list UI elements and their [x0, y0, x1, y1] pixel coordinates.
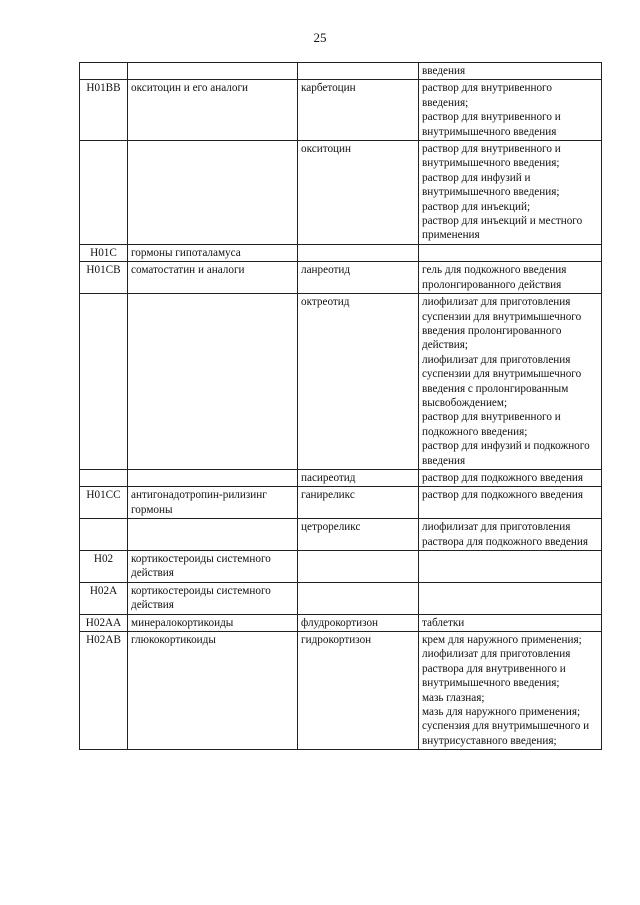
anatomical-group-cell: кортикостероиды системного действия [128, 582, 298, 614]
dosage-form-line: раствор для внутривенного и подкожного введения; [422, 411, 561, 438]
table-row [80, 469, 602, 486]
dosage-form-line: лиофилизат для приготовления раствора для внутривенного и внутримышечного введения; [422, 648, 571, 690]
dosage-form-line: гель для подкожного введения пролонгированного действия [422, 264, 567, 291]
dosage-form-line: мазь глазная; [422, 691, 485, 704]
atc-code-cell: H02AA [80, 614, 128, 631]
table-row [80, 519, 602, 551]
drug-name-cell [298, 63, 419, 80]
drug-name-cell: пасиреотид [298, 469, 419, 486]
dosage-form-line: раствор для внутривенного введения; [422, 82, 552, 109]
table-row [80, 244, 602, 261]
table-row [80, 63, 602, 80]
atc-code-cell: H01BB [80, 80, 128, 141]
table-row [80, 262, 602, 294]
anatomical-group-cell: кортикостероиды системного действия [128, 551, 298, 583]
dosage-form-line: раствор для инфузий и внутримышечного введения; [422, 171, 560, 199]
drug-name-cell: флудрокортизон [298, 614, 419, 631]
drug-name-cell: гидрокортизон [298, 632, 419, 750]
dosage-forms-cell [419, 519, 602, 551]
dosage-forms-cell [419, 582, 602, 614]
dosage-form-line: раствор для инъекций и местного применения [422, 215, 583, 242]
dosage-form-line: раствор для внутривенного и внутримышечного введения; [422, 143, 561, 170]
anatomical-group-cell: глюкокортикоиды [128, 632, 298, 750]
atc-code-cell: H01CB [80, 262, 128, 294]
table-row [80, 141, 602, 245]
atc-code-cell: H02 [80, 551, 128, 583]
anatomical-group-cell [128, 294, 298, 470]
dosage-form-line: введения [422, 65, 466, 77]
drug-name-cell: ганиреликс [298, 487, 419, 519]
anatomical-group-cell [128, 469, 298, 486]
table-row [80, 582, 602, 614]
drug-name-cell [298, 244, 419, 261]
anatomical-group-cell: антигонадотропин-рилизинг гормоны [128, 487, 298, 519]
anatomical-group-cell: окситоцин и его аналоги [128, 80, 298, 141]
dosage-form-line: раствор для подкожного введения [422, 489, 584, 502]
atc-code-cell [80, 141, 128, 245]
table-row [80, 614, 602, 631]
table-row [80, 632, 602, 750]
dosage-form-line: крем для наружного применения; [422, 634, 582, 647]
drug-name-cell: ланреотид [298, 262, 419, 294]
dosage-form-line: раствор для инъекций; [422, 200, 531, 213]
dosage-forms-cell [419, 262, 602, 294]
dosage-form-line: лиофилизат для приготовления суспензии для внутримышечного введения пролонгированного действия; [422, 296, 582, 352]
dosage-forms-cell [419, 614, 602, 631]
atc-code-cell [80, 294, 128, 470]
dosage-forms-cell [419, 244, 602, 261]
dosage-forms-cell [419, 487, 602, 519]
dosage-form-line: таблетки [422, 616, 465, 629]
table-row [80, 487, 602, 519]
anatomical-group-cell [128, 63, 298, 80]
dosage-form-line: суспензия для внутримышечного и внутрисуставного введения; [422, 720, 590, 747]
drug-name-cell: цетрореликс [298, 519, 419, 551]
table-row [80, 80, 602, 141]
table-row [80, 294, 602, 470]
table-row [80, 551, 602, 583]
anatomical-group-cell [128, 519, 298, 551]
atc-code-cell: H02A [80, 582, 128, 614]
drug-name-cell: карбетоцин [298, 80, 419, 141]
medicines-table [79, 62, 602, 750]
dosage-form-line: лиофилизат для приготовления раствора для подкожного введения [422, 521, 589, 548]
anatomical-group-cell: гормоны гипоталамуса [128, 244, 298, 261]
anatomical-group-cell: соматостатин и аналоги [128, 262, 298, 294]
atc-code-cell: H01C [80, 244, 128, 261]
dosage-form-line: раствор для внутривенного и внутримышечного введения [422, 111, 561, 138]
dosage-form-line: лиофилизат для приготовления суспензии для внутримышечного введения с пролонгированным высвобождением; [422, 353, 582, 409]
atc-code-cell [80, 469, 128, 486]
atc-code-cell: H02AB [80, 632, 128, 750]
dosage-form-line: мазь для наружного применения; [422, 706, 581, 719]
atc-code-cell [80, 63, 128, 80]
drug-name-cell [298, 582, 419, 614]
dosage-forms-cell [419, 63, 602, 80]
dosage-forms-cell [419, 632, 602, 750]
dosage-form-line: раствор для инфузий и подкожного введения [422, 440, 590, 467]
dosage-forms-cell [419, 80, 602, 141]
anatomical-group-cell [128, 141, 298, 245]
dosage-forms-cell [419, 551, 602, 583]
atc-code-cell [80, 519, 128, 551]
dosage-form-line: раствор для подкожного введения [422, 471, 584, 484]
dosage-forms-cell [419, 141, 602, 245]
atc-code-cell: H01CC [80, 487, 128, 519]
drug-name-cell: октреотид [298, 294, 419, 470]
drug-name-cell [298, 551, 419, 583]
page-number: 25 [313, 30, 327, 45]
anatomical-group-cell: минералокортикоиды [128, 614, 298, 631]
dosage-forms-cell [419, 469, 602, 486]
drug-name-cell: окситоцин [298, 141, 419, 245]
dosage-forms-cell [419, 294, 602, 470]
table-body [80, 63, 602, 750]
